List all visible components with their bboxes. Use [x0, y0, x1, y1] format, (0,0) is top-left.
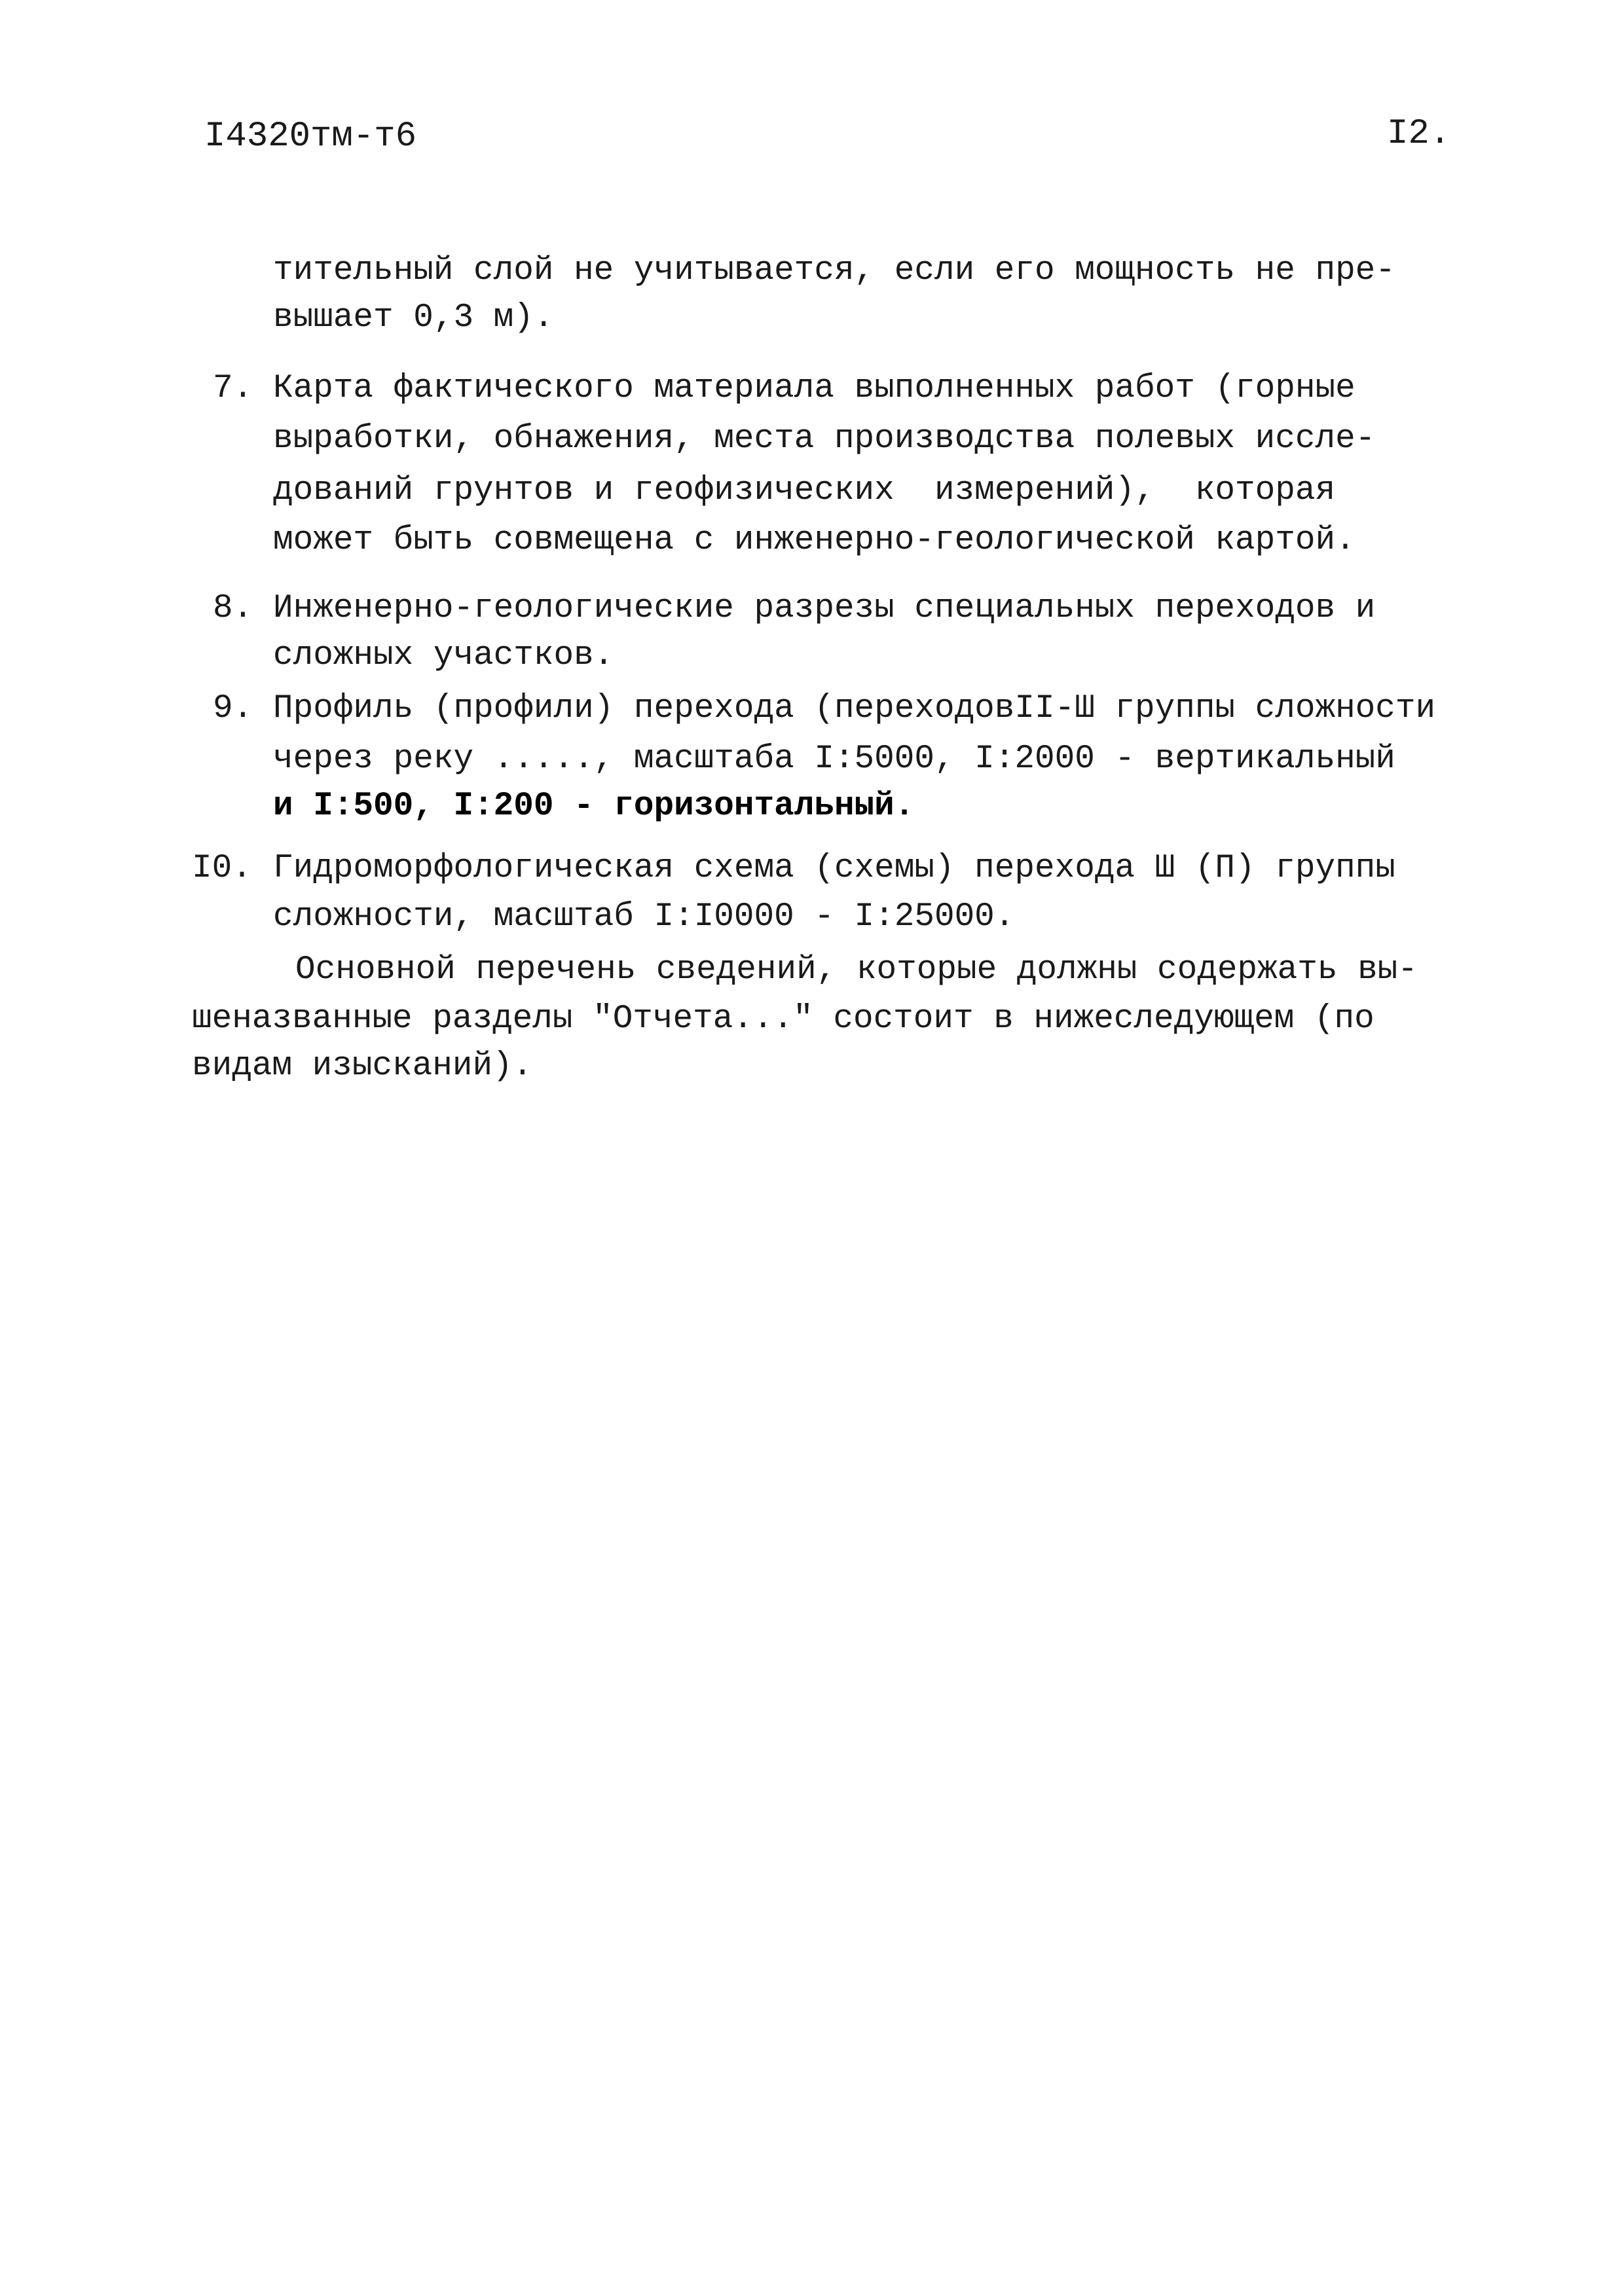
item-line: Карта фактического материала выполненных работ (горные [273, 370, 1356, 407]
item-line: Инженерно-геологические разрезы специальных переходов и [273, 590, 1376, 627]
item-number: 7. [213, 370, 253, 407]
item-line: Гидроморфологическая схема (схемы) перехода Ш (П) группы [273, 850, 1395, 887]
continuation-line: вышает 0,3 м). [273, 299, 554, 337]
item-line: дований грунтов и геофизических измерений), которая [273, 472, 1336, 509]
item-line: может быть совмещена с инженерно-геологической картой. [273, 522, 1356, 559]
item-line: выработки, обнажения, места производства полевых иссле- [273, 420, 1376, 458]
item-line: сложности, масштаб I:I0000 - I:25000. [273, 898, 1015, 936]
item-number: 9. [213, 690, 253, 727]
paragraph-line: видам изысканий). [192, 1048, 533, 1085]
item-number: I0. [192, 850, 252, 887]
paragraph-line: Основной перечень сведений, которые должны содержать вы- [295, 951, 1418, 989]
paragraph-line: шеназванные разделы "Отчета..." состоит в нижеследующем (по [192, 1000, 1375, 1038]
item-line: Профиль (профили) перехода (переходовII-Ш группы сложности [273, 690, 1436, 727]
item-number: 8. [213, 590, 253, 627]
item-line: через реку ....., масштаба I:5000, I:2000 - вертикальный [273, 740, 1395, 778]
page-number: I2. [1387, 114, 1451, 154]
document-code: I4320тм-т6 [204, 117, 417, 156]
item-line-bold: и I:500, I:200 - горизонтальный. [273, 788, 915, 825]
continuation-line: тительный слой не учитывается, если его мощность не пре- [273, 252, 1395, 289]
item-line: сложных участков. [273, 637, 614, 674]
